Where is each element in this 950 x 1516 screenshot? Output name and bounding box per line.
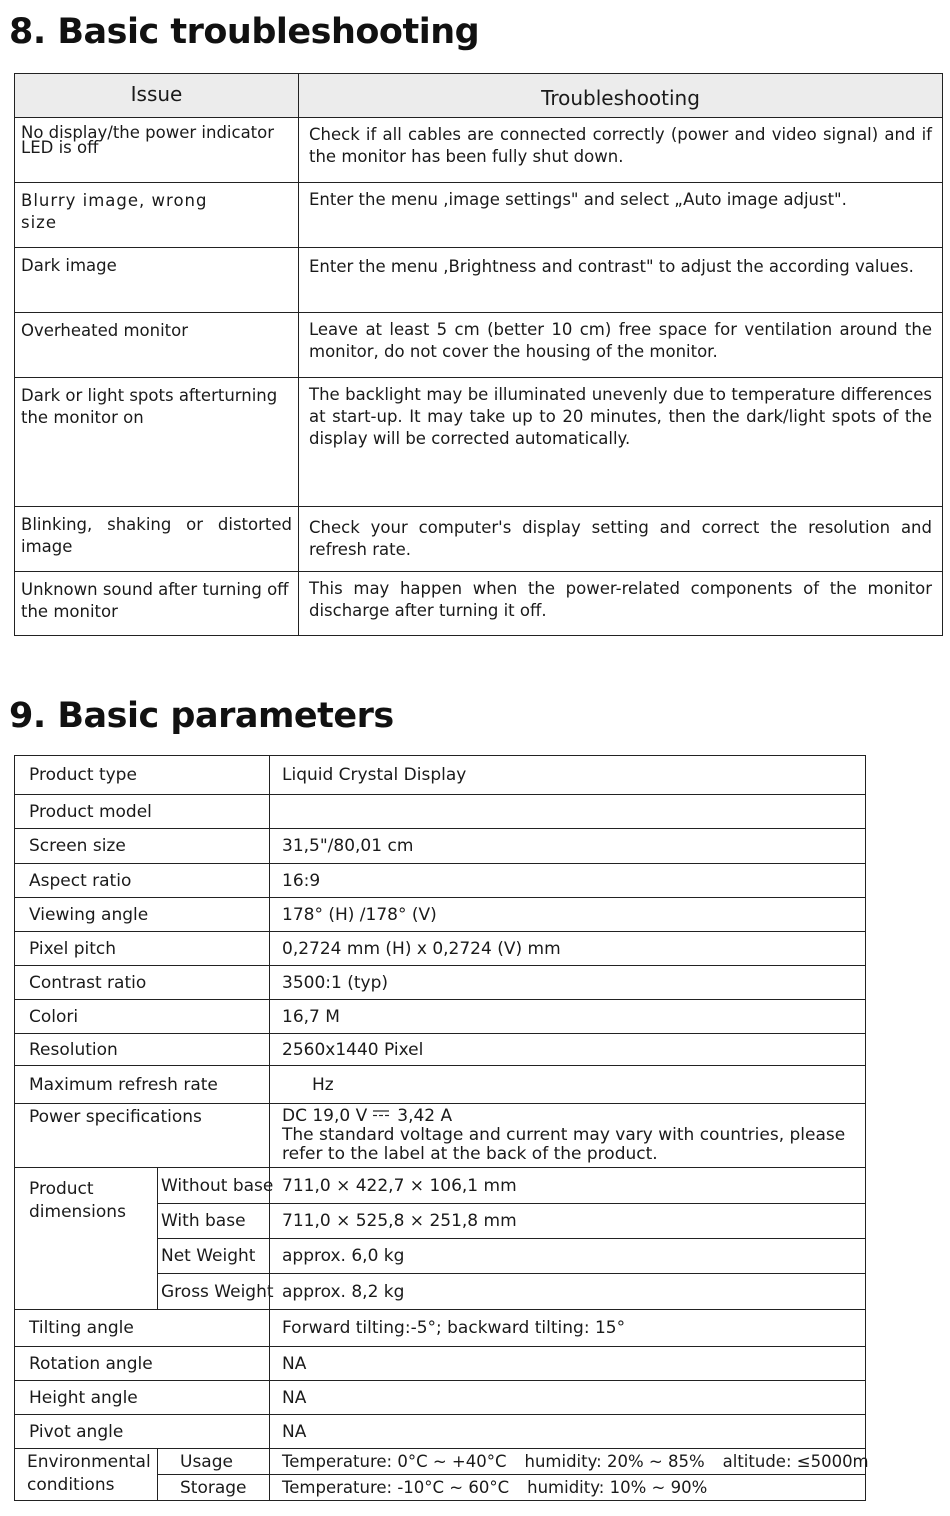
param-value: approx. 8,2 kg xyxy=(270,1274,866,1310)
param-label: Maximum refresh rate xyxy=(15,1066,270,1104)
param-value xyxy=(270,795,866,829)
issue-cell: Dark image xyxy=(15,248,299,313)
section-9-heading: 9. Basic parameters xyxy=(9,696,394,736)
param-value: 2560x1440 Pixel xyxy=(270,1034,866,1066)
table-row xyxy=(15,1034,866,1066)
param-label: Tilting angle xyxy=(15,1310,270,1347)
table-row xyxy=(15,313,943,378)
usage-temperature: Temperature: 0°C ~ +40°C xyxy=(282,1452,507,1471)
table-row xyxy=(15,1168,866,1204)
param-label: Viewing angle xyxy=(15,898,270,932)
table-row xyxy=(15,183,943,248)
sub-label: Usage xyxy=(158,1449,270,1475)
sub-label: Gross Weight xyxy=(158,1274,270,1310)
param-value: 711,0 × 525,8 × 251,8 mm xyxy=(270,1204,866,1239)
solution-cell: Enter the menu ,Brightness and contrast" to adjust the according values. xyxy=(299,248,943,313)
table-row xyxy=(15,118,943,183)
usage-altitude: altitude: ≤5000m xyxy=(722,1452,869,1471)
param-value: Hz xyxy=(270,1066,866,1104)
param-label: Power specifications xyxy=(15,1104,270,1168)
param-label: Pivot angle xyxy=(15,1415,270,1449)
voltage-value: DC 19,0 V xyxy=(282,1106,368,1126)
param-label: Contrast ratio xyxy=(15,966,270,1000)
param-label: Aspect ratio xyxy=(15,864,270,898)
table-row xyxy=(15,572,943,636)
column-header-troubleshooting: Troubleshooting xyxy=(299,74,943,118)
param-value: NA xyxy=(270,1347,866,1381)
table-row xyxy=(15,378,943,507)
param-label: Rotation angle xyxy=(15,1347,270,1381)
solution-cell: This may happen when the power-related components of the monitor discharge after turning it off. xyxy=(299,572,943,636)
table-row xyxy=(15,1066,866,1104)
column-header-issue: Issue xyxy=(15,74,299,118)
solution-cell: The backlight may be illuminated unevenly due to temperature differences at start-up. It may take up to 20 minutes, then the dark/light spots of the display will be corrected automatically. xyxy=(299,378,943,507)
solution-cell: Enter the menu ,image settings" and select „Auto image adjust". xyxy=(299,183,943,248)
usage-value xyxy=(270,1449,869,1475)
table-row xyxy=(15,1347,866,1381)
table-row xyxy=(15,1449,866,1475)
table-row xyxy=(15,829,866,864)
issue-cell: Unknown sound after turning off the monitor xyxy=(15,572,299,636)
table-row xyxy=(15,1104,866,1168)
param-value: approx. 6,0 kg xyxy=(270,1239,866,1274)
storage-temperature: Temperature: -10°C ~ 60°C xyxy=(282,1478,510,1497)
storage-value xyxy=(270,1475,866,1501)
power-value xyxy=(270,1104,866,1168)
param-value: 31,5"/80,01 cm xyxy=(270,829,866,864)
param-value: NA xyxy=(270,1415,866,1449)
current-value: 3,42 A xyxy=(397,1106,453,1126)
table-row xyxy=(15,1415,866,1449)
issue-cell: Dark or light spots afterturning the monitor on xyxy=(15,378,299,507)
param-value: Forward tilting:-5°; backward tilting: 15° xyxy=(270,1310,866,1347)
param-value: 178° (H) /178° (V) xyxy=(270,898,866,932)
table-row xyxy=(15,1310,866,1347)
dc-symbol-icon xyxy=(373,1110,389,1117)
table-row xyxy=(15,1381,866,1415)
param-label: Pixel pitch xyxy=(15,932,270,966)
param-value: 0,2724 mm (H) x 0,2724 (V) mm xyxy=(270,932,866,966)
sub-label: Net Weight xyxy=(158,1239,270,1274)
param-value: 16,7 M xyxy=(270,1000,866,1034)
table-row xyxy=(15,795,866,829)
solution-cell: Check if all cables are connected correctly (power and video signal) and if the monitor has been fully shut down. xyxy=(299,118,943,183)
param-value: 16:9 xyxy=(270,864,866,898)
table-row xyxy=(15,507,943,572)
storage-humidity: humidity: 10% ~ 90% xyxy=(527,1478,708,1497)
table-row xyxy=(15,966,866,1000)
table-row xyxy=(15,756,866,795)
solution-cell: Check your computer's display setting and correct the resolution and refresh rate. xyxy=(299,507,943,572)
issue-cell: Blurry image, wrong size xyxy=(15,183,299,248)
table-row xyxy=(15,1000,866,1034)
troubleshooting-table xyxy=(14,73,943,636)
param-value: 3500:1 (typ) xyxy=(270,966,866,1000)
param-label: Product model xyxy=(15,795,270,829)
param-label: Product dimensions xyxy=(15,1168,158,1310)
table-row xyxy=(15,864,866,898)
param-label: Screen size xyxy=(15,829,270,864)
param-label: Product type xyxy=(15,756,270,795)
param-label: Resolution xyxy=(15,1034,270,1066)
issue-cell: No display/the power indicator LED is off xyxy=(15,118,299,183)
issue-cell: Blinking, shaking or distorted image xyxy=(15,507,299,572)
sub-label: With base xyxy=(158,1204,270,1239)
sub-label: Storage xyxy=(158,1475,270,1501)
param-value: Liquid Crystal Display xyxy=(270,756,866,795)
param-label: Environmental conditions xyxy=(15,1449,158,1501)
param-value: NA xyxy=(270,1381,866,1415)
param-label: Height angle xyxy=(15,1381,270,1415)
solution-cell: Leave at least 5 cm (better 10 cm) free space for ventilation around the monitor, do not cover the housing of the monitor. xyxy=(299,313,943,378)
param-label: Colori xyxy=(15,1000,270,1034)
table-row xyxy=(15,248,943,313)
parameters-table xyxy=(14,755,869,1501)
table-row xyxy=(15,898,866,932)
table-header-row xyxy=(15,74,943,118)
issue-cell: Overheated monitor xyxy=(15,313,299,378)
param-value: 711,0 × 422,7 × 106,1 mm xyxy=(270,1168,866,1204)
usage-humidity: humidity: 20% ~ 85% xyxy=(524,1452,705,1471)
section-8-heading: 8. Basic troubleshooting xyxy=(9,12,480,52)
sub-label: Without base xyxy=(158,1168,270,1204)
power-note: The standard voltage and current may vary with countries, please refer to the label at the back of the product. xyxy=(282,1125,846,1164)
table-row xyxy=(15,932,866,966)
